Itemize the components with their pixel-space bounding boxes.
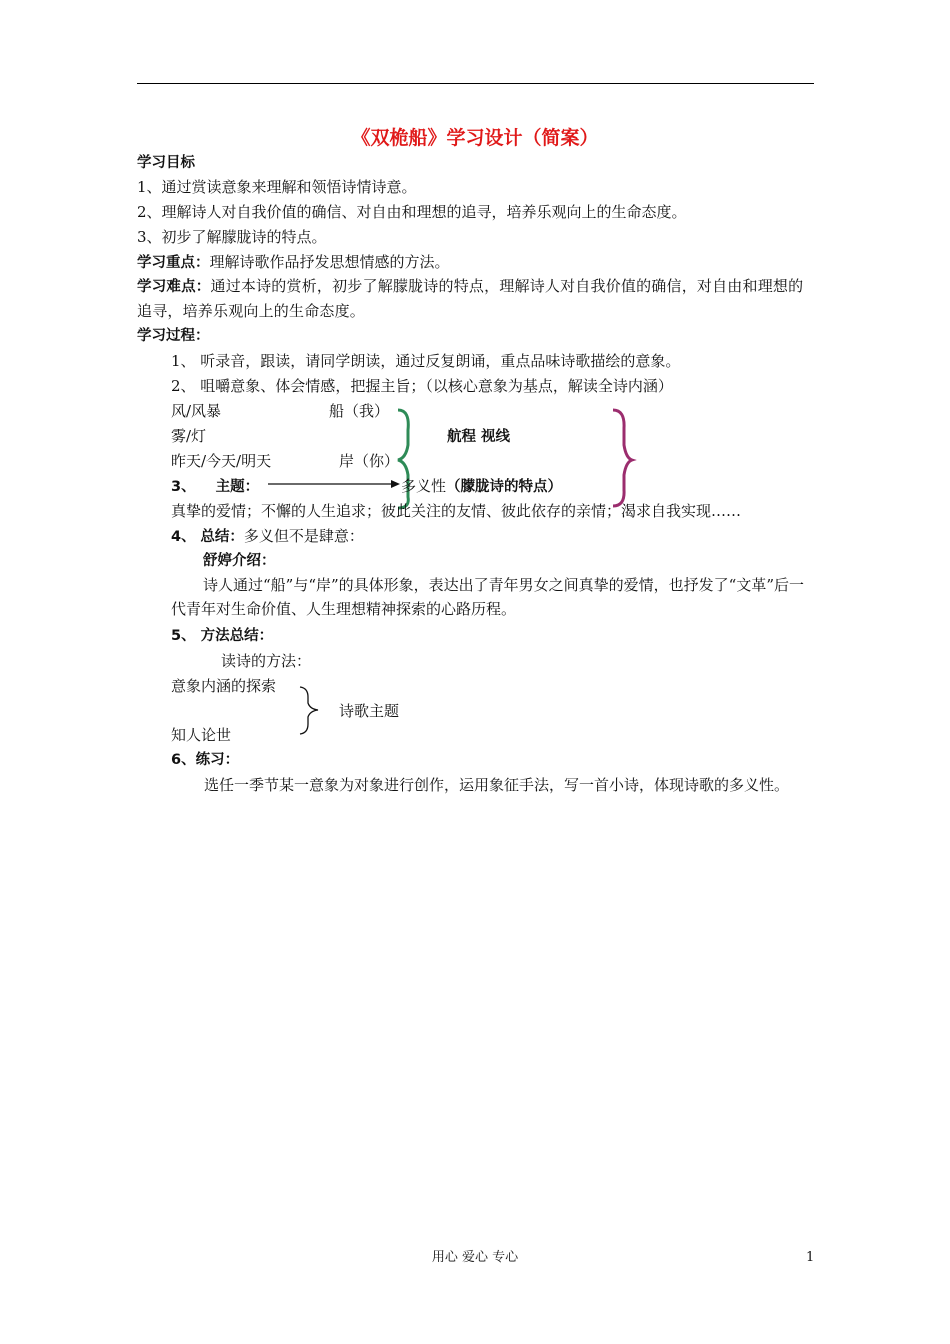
focus-text: 理解诗歌作品抒发思想情感的方法。 <box>209 253 450 271</box>
imagery-middle: 航程 视线 <box>447 429 511 445</box>
imagery-shore: 岸（你） <box>339 452 400 470</box>
method-item: 意象内涵的探索 <box>171 677 277 695</box>
purple-brace <box>613 410 632 506</box>
imagery-fog: 雾/灯 <box>171 427 207 445</box>
difficulty-text: 通过本诗的赏析，初步了解朦胧诗的特点，理解诗人对自我价值的确信，对自由和理想的追寻，培养乐观向上的生命态度。 <box>137 277 804 320</box>
step-3-label: 主题： <box>215 479 260 495</box>
shuting-label: 舒婷介绍： <box>203 553 276 569</box>
shuting-text: 诗人通过“船”与“岸”的具体形象，表达出了青年男女之间真挚的爱情，也抒发了“文革”后一代青年对生命价值、人生理想精神探索的心路历程。 <box>171 576 805 618</box>
step-6-label: 6、练习： <box>171 752 240 768</box>
method-item: 知人论世 <box>171 726 232 744</box>
themes-line: 真挚的爱情；不懈的人生追求；彼此关注的友情、彼此依存的亲情；渴求自我实现…… <box>171 502 742 520</box>
step-1: 1、 听录音，跟读，请同学朗读，通过反复朗诵，重点品味诗歌描绘的意象。 <box>171 352 681 370</box>
step-3 <box>171 476 259 497</box>
goals-heading: 学习目标 <box>137 155 195 171</box>
page-number: 1 <box>806 1250 815 1265</box>
imagery-ship: 船（我） <box>329 402 390 420</box>
step-3-result-plain: 多义性 <box>401 477 447 495</box>
process-heading: 学习过程： <box>137 328 210 344</box>
focus-label: 学习重点： <box>137 255 210 271</box>
difficulty-label: 学习难点： <box>137 279 211 295</box>
method-subheading: 读诗的方法： <box>221 652 312 670</box>
step-4-num: 4、 <box>171 529 196 545</box>
step-3-num: 3、 <box>171 479 196 495</box>
page-title: 《双桅船》学习设计（简案） <box>351 127 599 149</box>
step-4-text: 多义但不是肆意： <box>243 527 364 545</box>
step-6-text: 选任一季节某一意象为对象进行创作，运用象征手法，写一首小诗，体现诗歌的多义性。 <box>204 776 790 794</box>
imagery-wind: 风/风暴 <box>171 402 222 420</box>
footer-motto: 用心 爱心 专心 <box>431 1250 519 1265</box>
step-4 <box>171 526 364 547</box>
step-4-label: 总结： <box>200 529 244 545</box>
step-3-result-bold: （朦胧诗的特点） <box>446 479 563 495</box>
theme-arrow-head <box>391 480 400 488</box>
method-result: 诗歌主题 <box>339 702 400 720</box>
goal-item: 1、通过赏读意象来理解和领悟诗情诗意。 <box>137 178 417 196</box>
step-3-result <box>401 476 562 497</box>
imagery-time: 昨天/今天/明天 <box>171 452 272 470</box>
method-brace <box>300 687 318 734</box>
goal-item: 3、初步了解朦胧诗的特点。 <box>137 228 327 246</box>
step-2: 2、 咀嚼意象、体会情感，把握主旨；（以核心意象为基点，解读全诗内涵） <box>171 377 673 395</box>
step-5-label: 5、 方法总结： <box>171 628 274 644</box>
goal-item: 2、理解诗人对自我价值的确信、对自由和理想的追寻，培养乐观向上的生命态度。 <box>137 203 687 221</box>
